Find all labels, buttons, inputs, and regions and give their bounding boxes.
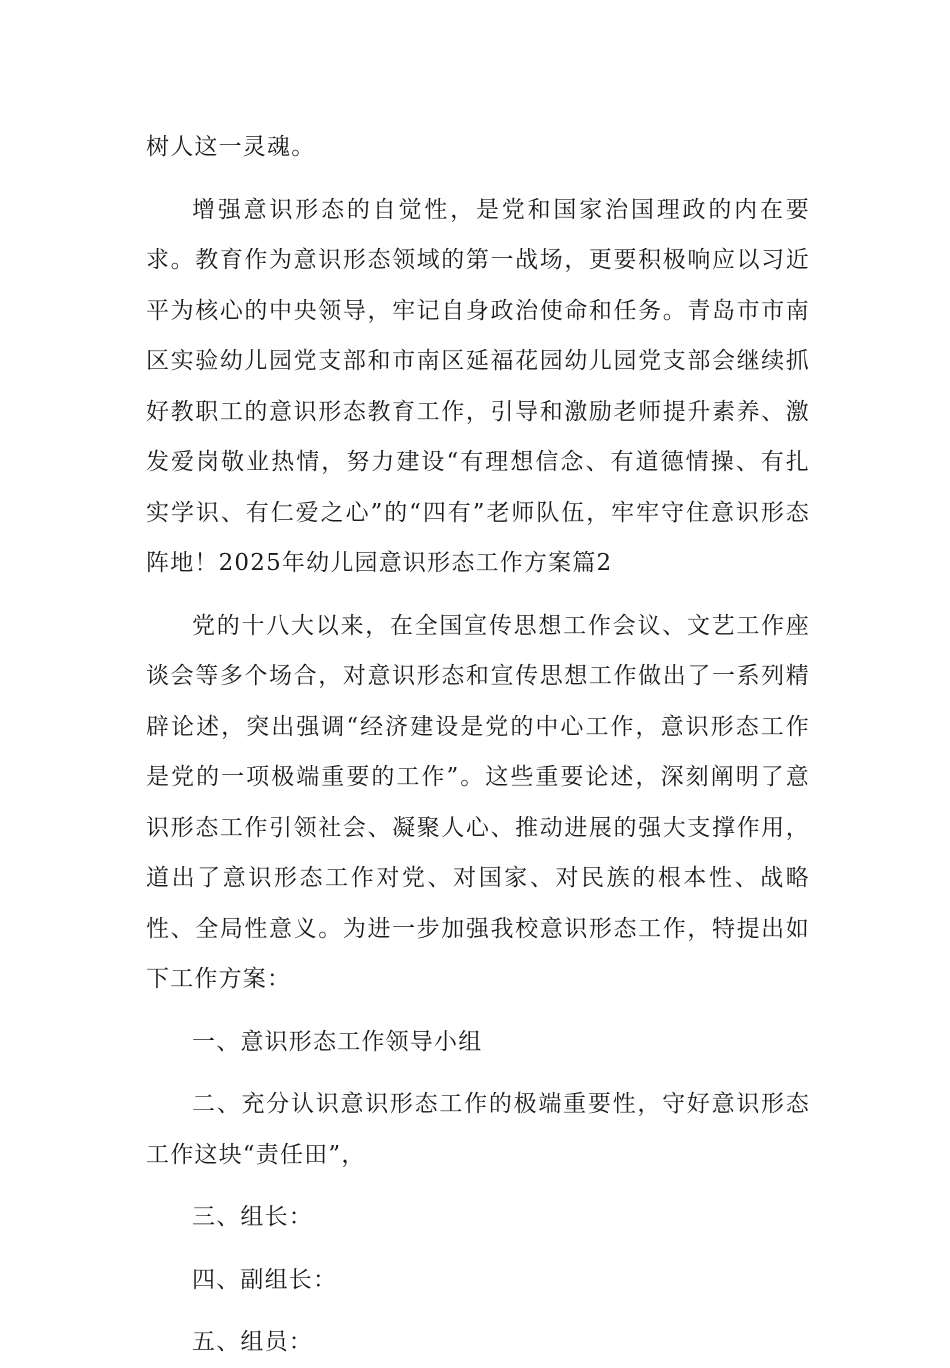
section-heading-leading-group: 一、意识形态工作领导小组 — [192, 1028, 483, 1055]
section-heading-leader: 三、组长： — [192, 1204, 313, 1230]
section-heading-deputy-leader: 四、副组长： — [192, 1266, 338, 1293]
paragraph-ideology-awareness: 增强意识形态的自觉性，是党和国家治国理政的内在要求。教育作为意识形态领域的第一战场，更要积极响应以习近平为核心的中央领导，牢记自身政治使命和任务。青岛市市南区实验幼儿园党支部和市南区延福花园幼儿园党支部会继续抓好教职工的意识形态教育工作，引导和激励老师提升素养、激发爱岗敬业热情，努力建设“有理想信念、有道德情操、有扎实学识、有仁爱之心”的“四有”老师队伍，牢牢守住意识形态阵地！2025年幼儿园意识形态工作方案篇2 — [146, 196, 810, 576]
section-heading-importance: 二、充分认识意识形态工作的极端重要性，守好意识形态工作这块“责任田”， — [146, 1091, 810, 1168]
document-body — [146, 122, 810, 1368]
section-heading-members: 五、组员： — [192, 1329, 313, 1355]
paragraph-party-congress: 党的十八大以来，在全国宣传思想工作会议、文艺工作座谈会等多个场合，对意识形态和宣传思想工作做出了一系列精辟论述，突出强调“经济建设是党的中心工作，意识形态工作是党的一项极端重要的工作”。这些重要论述，深刻阐明了意识形态工作引领社会、凝聚人心、推动进展的强大支撑作用，道出了意识形态工作对党、对国家、对民族的根本性、战略性、全局性意义。为进一步加强我校意识形态工作，特提出如下工作方案： — [146, 612, 810, 992]
paragraph-continuation: 树人这一灵魂。 — [146, 134, 316, 160]
